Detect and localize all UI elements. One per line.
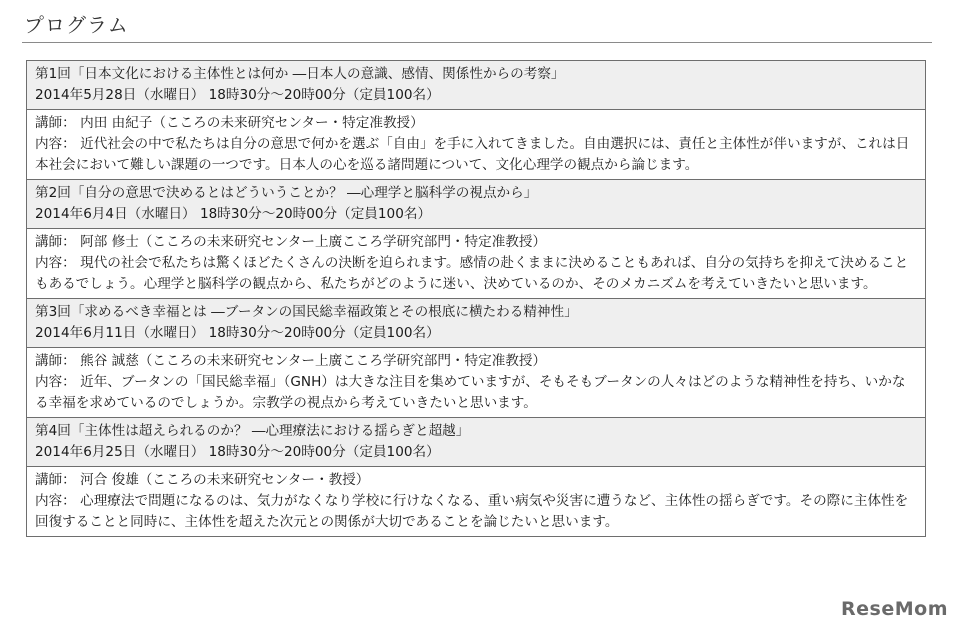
session-body-4 xyxy=(27,466,925,536)
session-header-4 xyxy=(27,417,925,466)
session-lecturer: 講師： 阿部 修士（こころの未来研究センター上廣こころ学研究部門・特定准教授） xyxy=(35,234,547,250)
session-heading: 第1回「日本文化における主体性とは何か ―日本人の意識、感情、関係性からの考察」 xyxy=(35,66,565,82)
session-heading: 第2回「自分の意思で決めるとはどういうことか？ ―心理学と脳科学の視点から」 xyxy=(35,185,538,201)
session-body-2 xyxy=(27,228,925,298)
resemom-logo: ReseMom xyxy=(841,598,948,620)
session-lecturer: 講師： 内田 由紀子（こころの未来研究センター・特定准教授） xyxy=(35,115,424,131)
session-date: 2014年6月25日（水曜日） 18時30分～20時00分（定員100名） xyxy=(35,444,440,460)
session-date: 2014年6月11日（水曜日） 18時30分～20時00分（定員100名） xyxy=(35,325,440,341)
session-lecturer: 講師： 熊谷 誠慈（こころの未来研究センター上廣こころ学研究部門・特定准教授） xyxy=(35,353,547,369)
session-content: 内容： 心理療法で問題になるのは、気力がなくなり学校に行けなくなる、重い病気や災害に遭うなど、主体性の揺らぎです。その際に主体性を回復することと同時に、主体性を超えた次元との関係が大切であることを論じたいと思います。 xyxy=(35,493,909,530)
page-title: プログラム xyxy=(24,13,129,37)
session-body-3 xyxy=(27,347,925,417)
session-date: 2014年5月28日（水曜日） 18時30分～20時00分（定員100名） xyxy=(35,87,440,103)
session-heading: 第3回「求めるべき幸福とは ―ブータンの国民総幸福政策とその根底に横たわる精神性」 xyxy=(35,304,578,320)
session-header-1 xyxy=(27,61,925,109)
session-content: 内容： 現代の社会で私たちは驚くほどたくさんの決断を迫られます。感情の赴くままに決めることもあれば、自分の気持ちを抑えて決めることもあるでしょう。心理学と脳科学の観点から、私たちがどのように迷い、決めているのか、そのメカニズムを考えていきたいと思います。 xyxy=(35,255,909,292)
session-body-1 xyxy=(27,109,925,179)
title-divider xyxy=(22,42,932,43)
session-date: 2014年6月4日（水曜日） 18時30分～20時00分（定員100名） xyxy=(35,206,432,222)
session-heading: 第4回「主体性は超えられるのか？ ―心理療法における揺らぎと超越」 xyxy=(35,423,470,439)
session-header-2 xyxy=(27,179,925,228)
session-content: 内容： 近代社会の中で私たちは自分の意思で何かを選ぶ「自由」を手に入れてきました。自由選択には、責任と主体性が伴いますが、これは日本社会において難しい課題の一つです。日本人の心を巡る諸問題について、文化心理学の観点から論じます。 xyxy=(35,136,910,173)
session-content: 内容： 近年、ブータンの「国民総幸福」（GNH）は大きな注目を集めていますが、そもそもブータンの人々はどのような精神性を持ち、いかなる幸福を求めているのでしょうか。宗教学の視点から考えていきたいと思います。 xyxy=(35,374,906,411)
program-table xyxy=(26,60,926,537)
session-header-3 xyxy=(27,298,925,347)
session-lecturer: 講師： 河合 俊雄（こころの未来研究センター・教授） xyxy=(35,472,370,488)
